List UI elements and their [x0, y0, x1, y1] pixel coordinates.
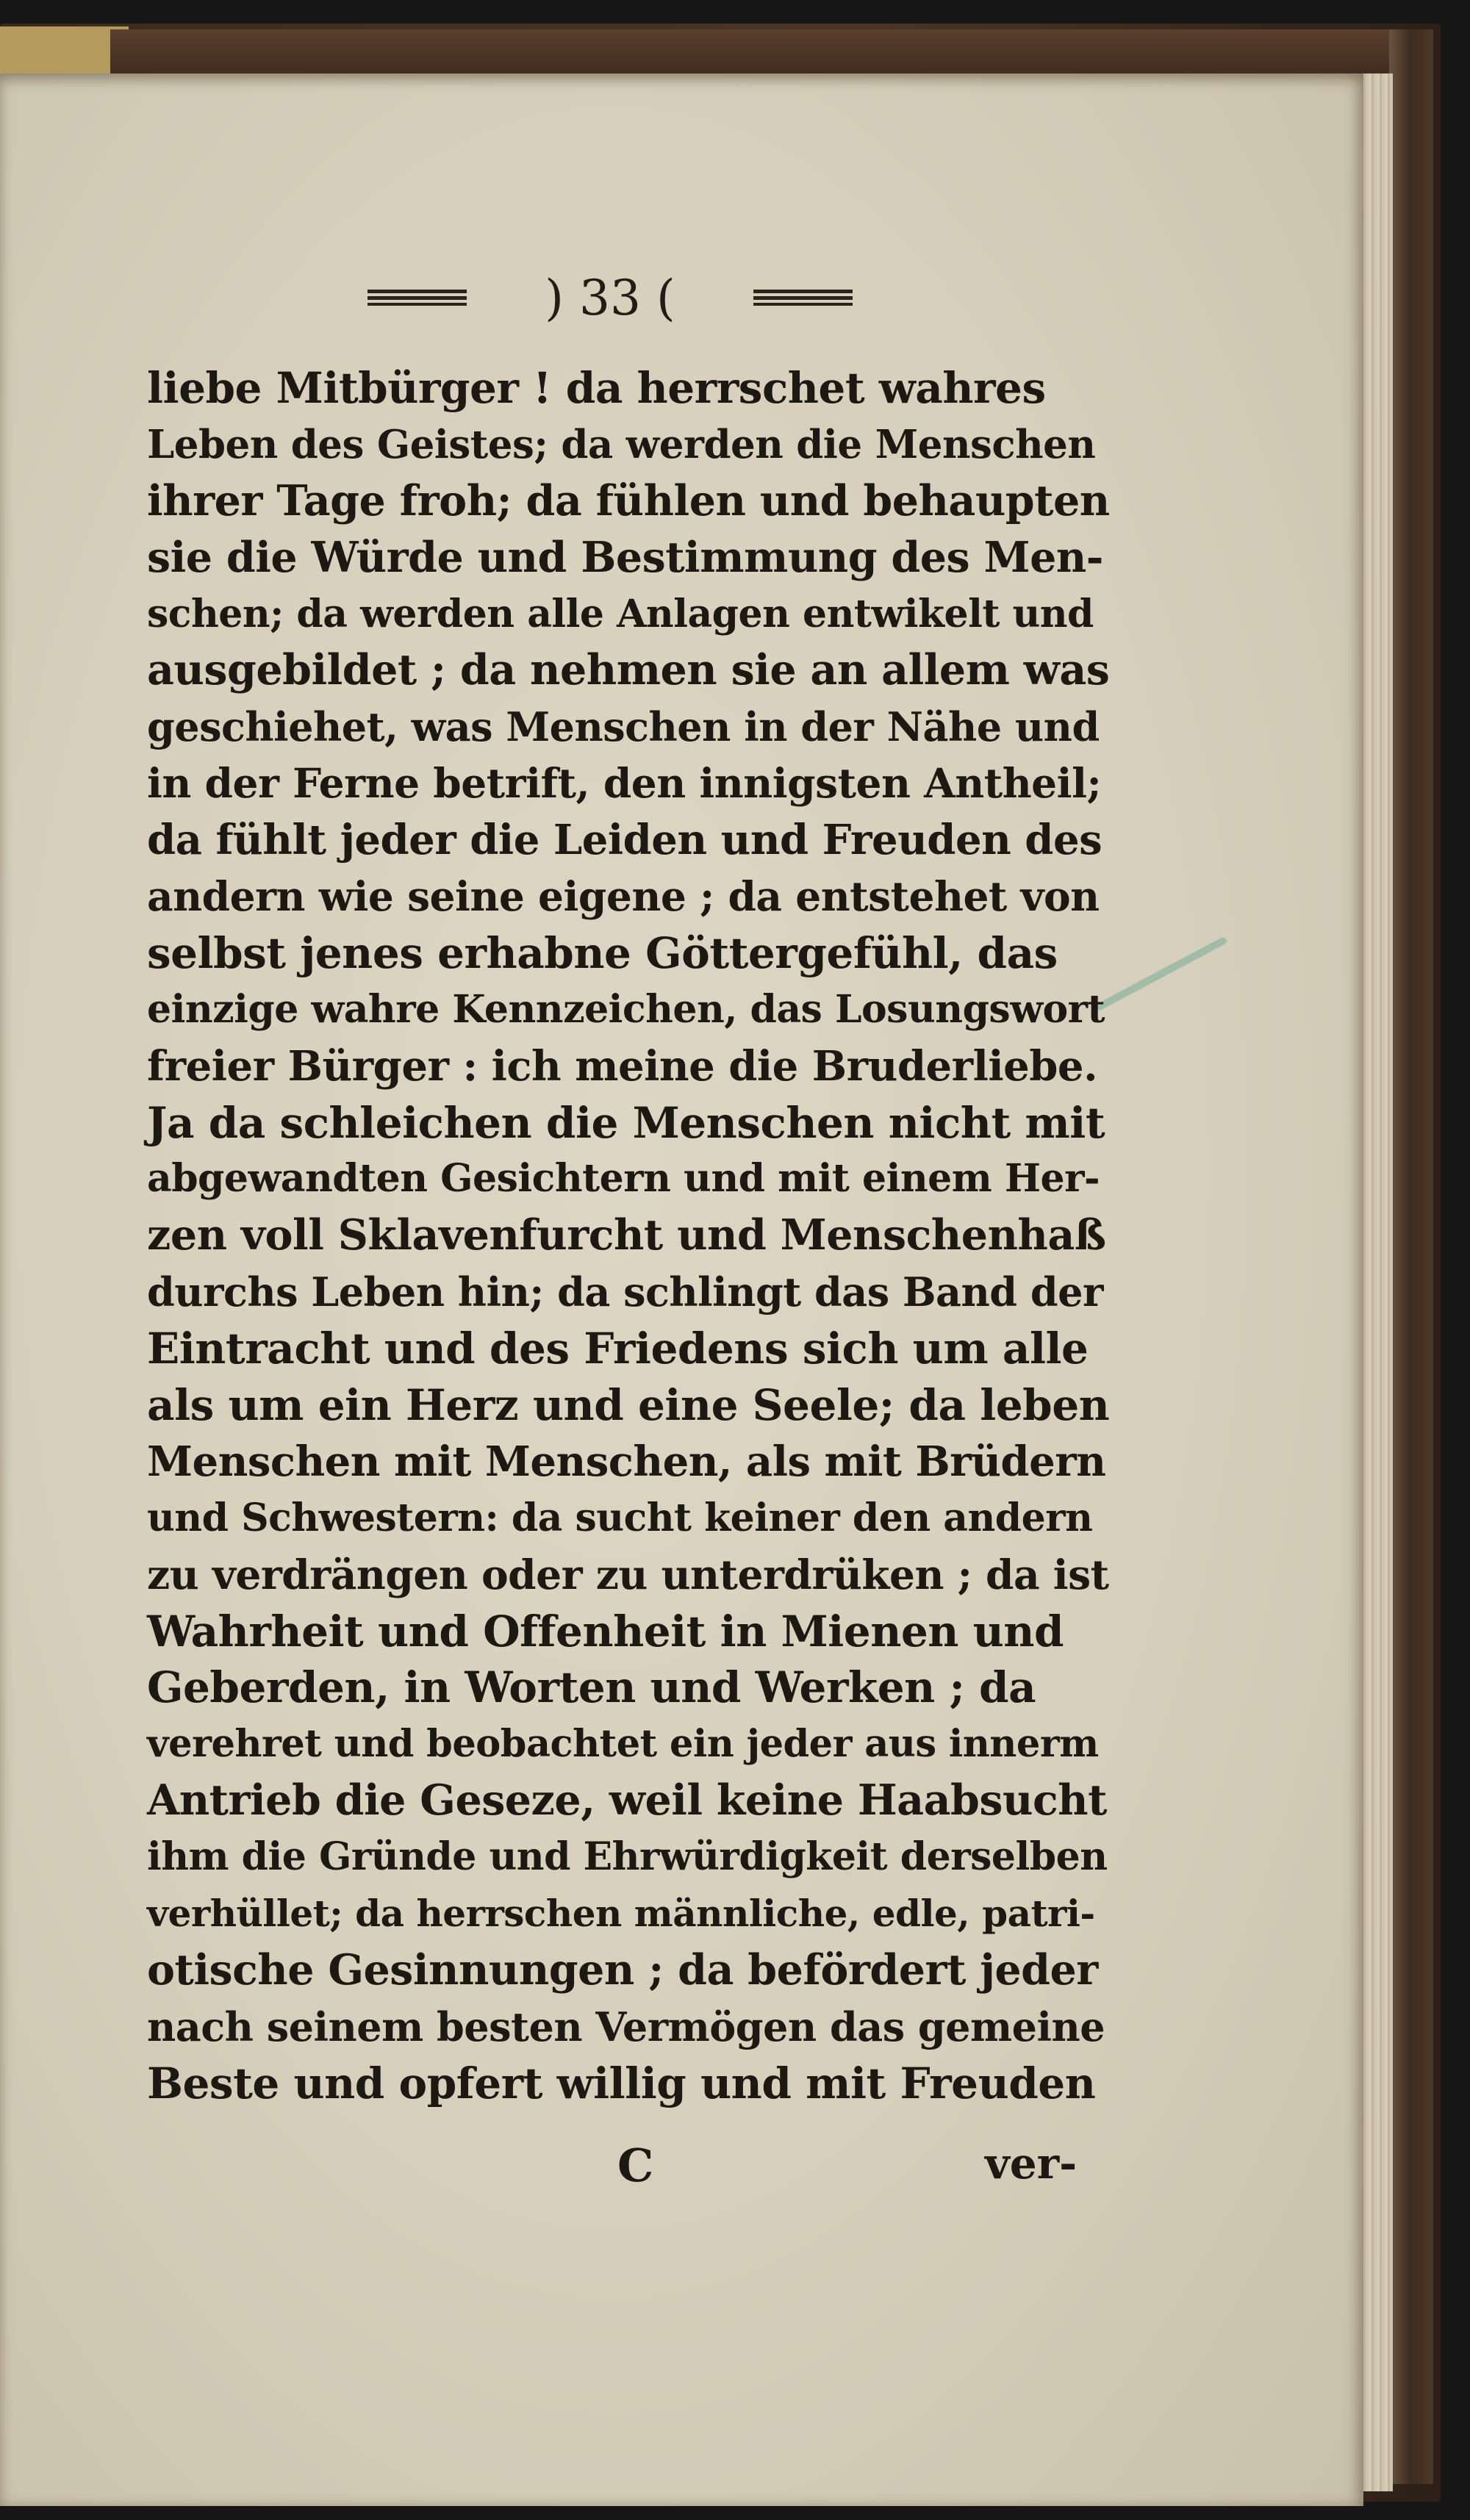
signature-mark: C	[617, 2139, 654, 2192]
text-line: abgewandten Gesichtern und mit einem Her-	[147, 1156, 1100, 1202]
header-rule-right	[753, 290, 853, 306]
page-body-text	[147, 360, 1110, 2112]
text-line: verhüllet; da herrschen männliche, edle, patri-	[147, 1892, 1095, 1936]
text-line: als um ein Herz und eine Seele; da leben	[147, 1380, 1110, 1431]
text-line: durchs Leben hin; da schlingt das Band der	[147, 1268, 1103, 1316]
text-line: ausgebildet ; da nehmen sie an allem was	[147, 645, 1110, 695]
text-line: otische Gesinnungen ; da befördert jeder	[147, 1945, 1098, 1995]
text-line: zu verdrängen oder zu unterdrüken ; da ist	[147, 1550, 1109, 1598]
text-line: nach seinem besten Vermögen das gemeine	[147, 2003, 1105, 2050]
text-line: und Schwestern: da sucht keiner den andern	[147, 1495, 1093, 1540]
text-line: Antrieb die Geseze, weil keine Haabsucht	[147, 1776, 1107, 1826]
text-line: sie die Würde und Bestimmung des Men-	[147, 532, 1103, 582]
text-line: Ja da schleichen die Menschen nicht mit	[147, 1097, 1105, 1148]
text-line: Eintracht und des Friedens sich um alle	[147, 1324, 1089, 1374]
text-line: ihrer Tage froh; da fühlen und behaupten	[147, 475, 1110, 525]
text-line: selbst jenes erhabne Göttergefühl, das	[147, 927, 1058, 978]
catchword: ver-	[985, 2139, 1078, 2189]
text-line: Beste und opfert willig und mit Freuden	[147, 2058, 1096, 2108]
header-rule-left	[368, 290, 467, 306]
text-line: in der Ferne betrift, den innigsten Antheil;	[147, 759, 1102, 808]
page-number: ) 33 (	[545, 270, 675, 326]
text-line: schen; da werden alle Anlagen entwikelt und	[147, 591, 1094, 636]
text-line: verehret und beobachtet ein jeder aus innerm	[147, 1722, 1099, 1767]
text-line: einzige wahre Kennzeichen, das Losungswort	[147, 986, 1105, 1032]
text-line: Wahrheit und Offenheit in Mienen und	[147, 1606, 1064, 1656]
text-line: Geberden, in Worten und Werken ; da	[147, 1662, 1036, 1713]
text-line: geschiehet, was Menschen in der Nähe und	[147, 703, 1100, 751]
page-header	[368, 270, 867, 326]
text-line: zen voll Sklavenfurcht und Menschenhaß	[147, 1210, 1106, 1260]
text-line: freier Bürger : ich meine die Bruderliebe.	[147, 1041, 1098, 1091]
text-line: andern wie seine eigene ; da entstehet von	[147, 872, 1100, 921]
page-footer	[147, 2131, 1110, 2205]
text-line: da fühlt jeder die Leiden und Freuden des	[147, 816, 1102, 865]
cover-right-edge	[1389, 29, 1433, 2484]
text-line: liebe Mitbürger ! da herrschet wahres	[147, 363, 1046, 413]
text-line: Leben des Geistes; da werden die Menschen	[147, 421, 1096, 467]
text-line: ihm die Gründe und Ehrwürdigkeit derselben	[147, 1834, 1108, 1880]
text-line: Menschen mit Menschen, als mit Brüdern	[147, 1437, 1106, 1486]
